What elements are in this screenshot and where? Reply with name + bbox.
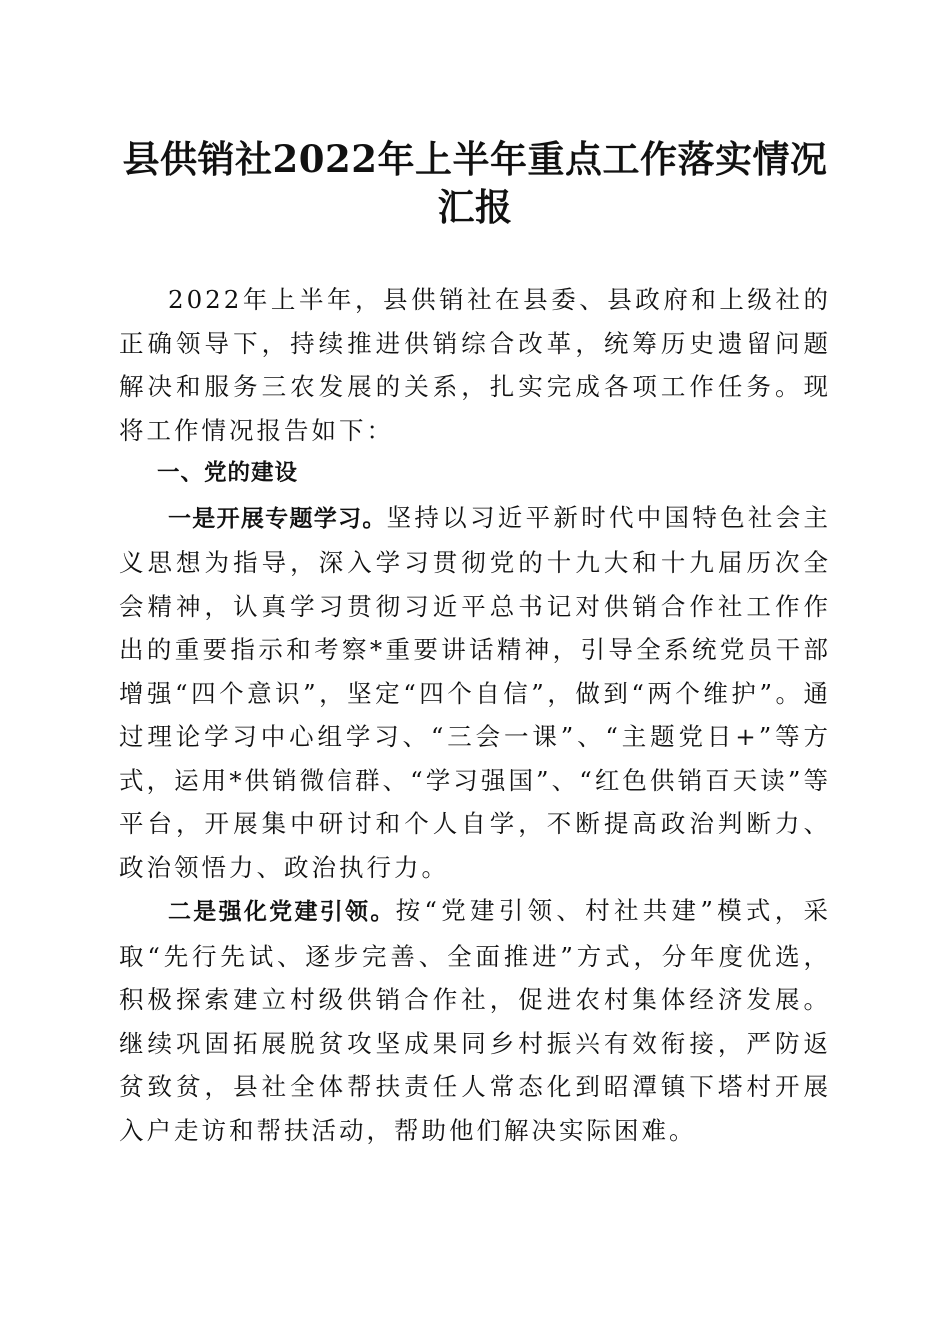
document-title: 县供销社2022年上半年重点工作落实情况汇报 [122,137,828,229]
paragraph-text: 坚持以习近平新时代中国特色社会主义思想为指导，深入学习贯彻党的十九大和十九届历次全会精神，认真学习贯彻习近平总书记对供销合作社工作作出的重要指示和考察*重要讲话精神，引导全系统党员干部增强“四个意识”，坚定“四个自信”，做到“两个维护”。通过理论学习中心组学习、“三会一课”、“主题党日+”等方式，运用*供销微信群、“学习强国”、“红色供销百天读”等平台，开展集中研讨和个人自学，不断提高政治判断力、政治领悟力、政治执行力。 [119,502,831,882]
paragraph-text: 按“党建引领、村社共建”模式，采取“先行先试、逐步完善、全面推进”方式，分年度优选，积极探索建立村级供销合作社，促进农村集体经济发展。继续巩固拓展脱贫攻坚成果同乡村振兴有效衔接，严防返贫致贫，县社全体帮扶责任人常态化到昭潭镇下塔村开展入户走访和帮扶活动，帮助他们解决实际困难。 [119,896,831,1145]
paragraph-lead: 二是强化党建引领。 [168,899,396,925]
paragraph-party-leadership [119,889,831,1152]
intro-paragraph: 2022年上半年，县供销社在县委、县政府和上级社的正确领导下，持续推进供销综合改革，统筹历史遗留问题解决和服务三农发展的关系，扎实完成各项工作任务。现将工作情况报告如下： [119,285,831,445]
paragraph-topic-study [119,496,831,890]
section-heading-party-building: 一、党的建设 [157,460,299,486]
paragraph-lead: 一是开展专题学习。 [168,505,387,532]
document-body [119,278,831,1152]
